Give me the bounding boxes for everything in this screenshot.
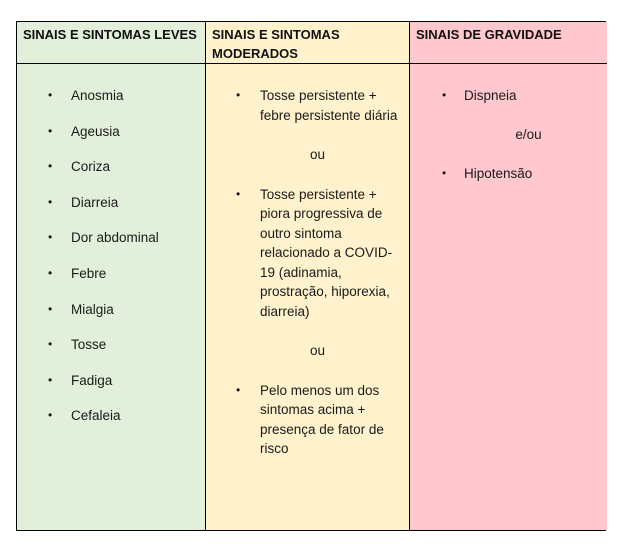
bullet-icon: • bbox=[48, 123, 53, 138]
symptoms-table bbox=[16, 21, 606, 531]
list-item: • Fadiga bbox=[17, 371, 205, 407]
bullet-icon: • bbox=[48, 372, 53, 387]
bullet-icon: • bbox=[48, 88, 53, 102]
list-item: • Cefaleia bbox=[17, 406, 205, 442]
bullet-icon: • bbox=[48, 194, 53, 209]
bullet-icon: • bbox=[236, 186, 241, 201]
column-gravidade bbox=[410, 64, 607, 530]
separator-ou-2: ou bbox=[309, 343, 326, 358]
separator-e-ou: e/ou bbox=[515, 126, 542, 142]
list-item: • Diarreia bbox=[17, 193, 205, 229]
bullet-icon: • bbox=[48, 408, 53, 423]
list-item: • Dispneia bbox=[410, 86, 607, 106]
list-item: • Anosmia bbox=[17, 86, 205, 122]
list-item: • Tosse persistente + febre persistente diária bbox=[236, 88, 398, 123]
list-item: • Hipotensão bbox=[410, 164, 607, 184]
header-gravidade: SINAIS DE GRAVIDADE bbox=[410, 22, 607, 64]
list-item: • Pelo menos um dos sintomas acima + presença de fator de risco bbox=[236, 382, 384, 456]
column-leves bbox=[17, 64, 206, 530]
list-item: • Tosse persistente + piora progressiva de outro sintoma relacionado a COVID-19 (adinamia, prostração, hiporexia, diarreia) bbox=[236, 186, 393, 319]
bullet-icon: • bbox=[48, 301, 53, 316]
list-item: • Febre bbox=[17, 264, 205, 300]
header-moderados: SINAIS E SINTOMAS MODERADOS bbox=[206, 22, 410, 64]
list-item: • Dor abdominal bbox=[17, 228, 205, 264]
column-moderados bbox=[206, 64, 410, 530]
bullet-icon: • bbox=[236, 382, 241, 397]
leves-list bbox=[17, 64, 205, 442]
list-item: • Tosse bbox=[17, 335, 205, 371]
header-leves: SINAIS E SINTOMAS LEVES bbox=[17, 22, 206, 64]
separator-ou-1: ou bbox=[309, 147, 326, 162]
list-item: • Mialgia bbox=[17, 300, 205, 336]
bullet-icon: • bbox=[48, 265, 53, 280]
bullet-icon: • bbox=[48, 159, 53, 174]
bullet-icon: • bbox=[442, 88, 447, 102]
bullet-icon: • bbox=[48, 230, 53, 245]
bullet-icon: • bbox=[236, 88, 241, 102]
bullet-icon: • bbox=[442, 166, 447, 180]
bullet-icon: • bbox=[48, 337, 53, 352]
list-item: • Coriza bbox=[17, 157, 205, 193]
list-item: • Ageusia bbox=[17, 122, 205, 158]
